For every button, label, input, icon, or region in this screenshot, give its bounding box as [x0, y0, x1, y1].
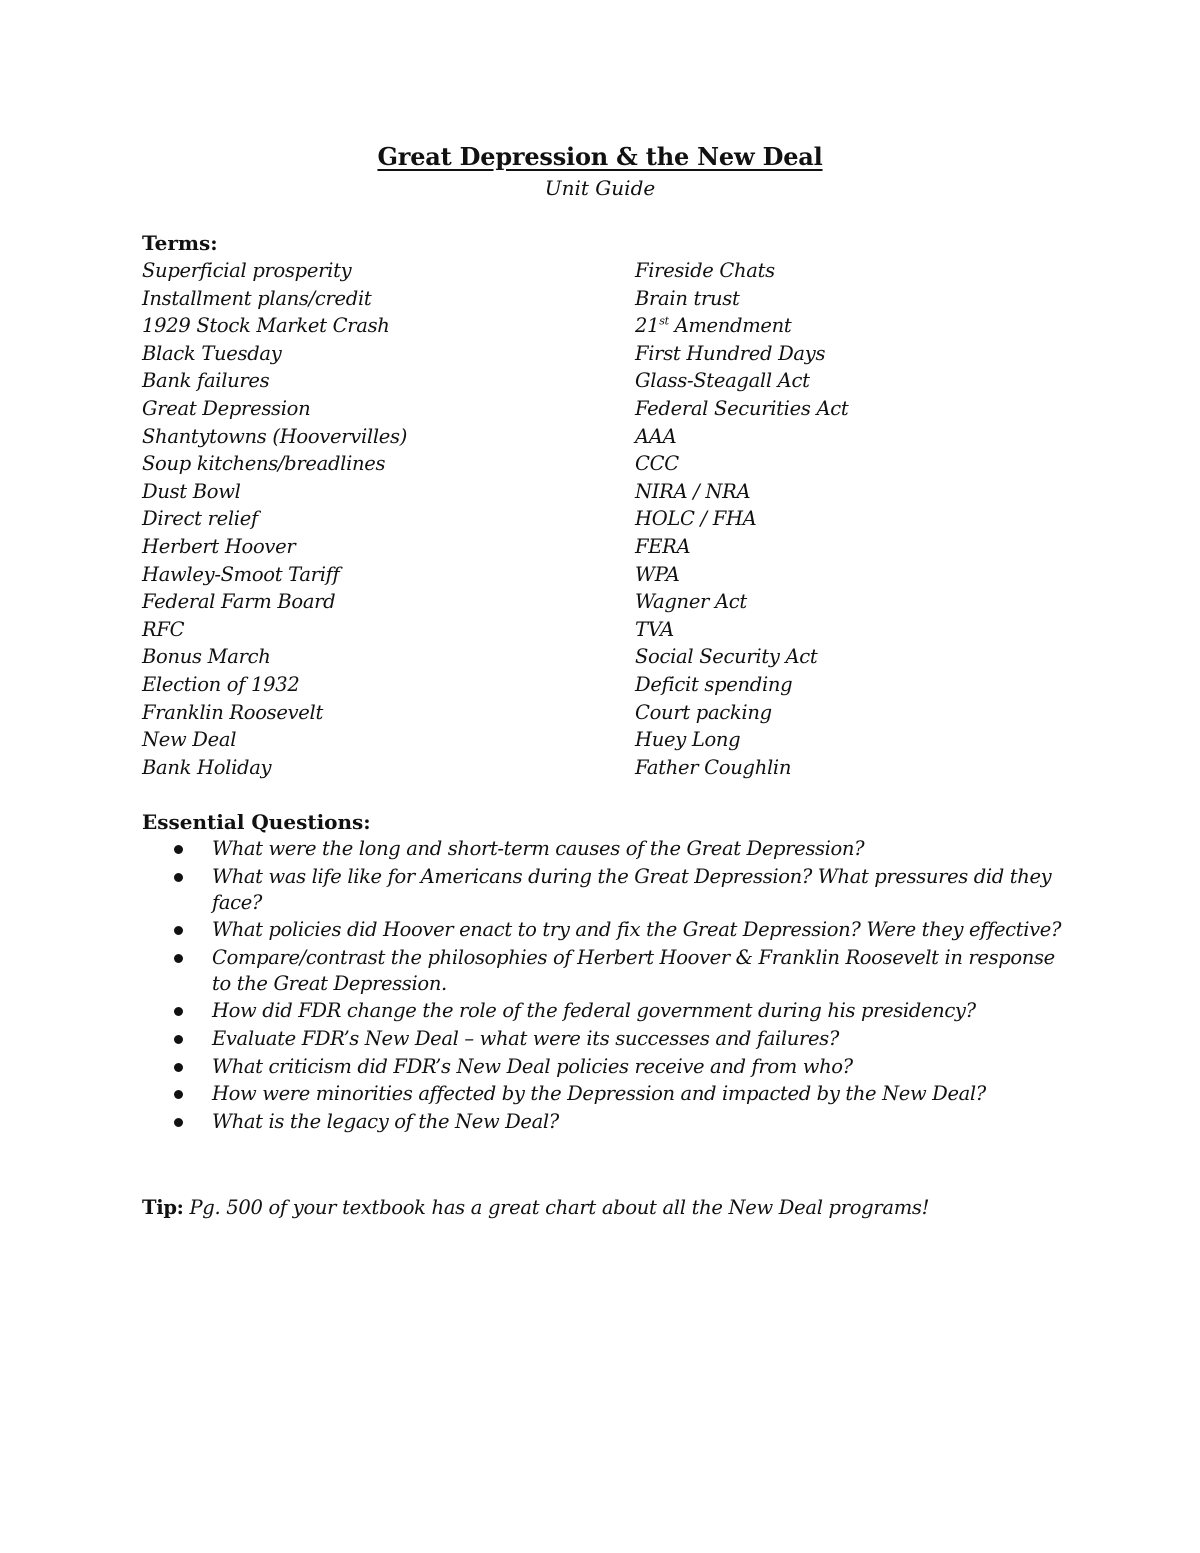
term-item: Bank Holiday	[142, 755, 272, 779]
question-text: What is the legacy of the New Deal?	[212, 1109, 559, 1133]
question-text: Evaluate FDR’s New Deal – what were its successes and failures?	[212, 1026, 839, 1050]
term-item: Election of 1932	[142, 672, 300, 696]
term-item: RFC	[142, 617, 185, 641]
bullet-icon	[174, 845, 183, 854]
term-item: Soup kitchens/breadlines	[142, 452, 386, 476]
term-item: AAA	[635, 424, 677, 448]
term-item-amendment	[635, 312, 1075, 340]
term-item: HOLC / FHA	[635, 507, 757, 531]
term-item: WPA	[635, 562, 680, 586]
amendment-number: 21	[635, 314, 660, 338]
term-item: Shantytowns (Hoovervilles)	[142, 424, 408, 448]
bullet-icon	[174, 1063, 183, 1072]
bullet-icon	[174, 1090, 183, 1099]
essential-questions-heading: Essential Questions:	[142, 810, 371, 834]
term-item: Deficit spending	[635, 672, 793, 696]
bullet-icon	[174, 1035, 183, 1044]
term-item: NIRA / NRA	[635, 479, 751, 503]
question-item	[142, 864, 1072, 916]
question-item	[142, 945, 1072, 997]
term-item: Hawley-Smoot Tariff	[142, 562, 340, 586]
term-item: Installment plans/credit	[142, 286, 372, 310]
tip-note	[142, 1195, 1092, 1221]
term-item: Bank failures	[142, 369, 270, 393]
terms-list-right	[635, 257, 1075, 781]
term-item: Federal Farm Board	[142, 590, 336, 614]
term-item: CCC	[635, 452, 679, 476]
amendment-word: Amendment	[668, 314, 792, 338]
term-item: Black Tuesday	[142, 341, 282, 365]
question-text: What policies did Hoover enact to try and fix the Great Depression? Were they effective?	[212, 918, 1062, 942]
term-item: Superficial prosperity	[142, 259, 352, 282]
term-item: Social Security Act	[635, 645, 818, 669]
term-item: Huey Long	[635, 728, 741, 752]
page-subtitle: Unit Guide	[544, 176, 656, 200]
bullet-icon	[174, 1007, 183, 1016]
question-item	[142, 1081, 1072, 1107]
question-item	[142, 917, 1072, 943]
bullet-icon	[174, 954, 183, 963]
term-item: 1929 Stock Market Crash	[142, 314, 390, 338]
question-text: What was life like for Americans during the Great Depression? What pressures did they face?	[212, 864, 1052, 914]
question-item	[142, 1026, 1072, 1052]
terms-heading: Terms:	[142, 231, 218, 255]
tip-text: Pg. 500 of your textbook has a great chart about all the New Deal programs!	[183, 1196, 930, 1219]
question-text: How did FDR change the role of the federal government during his presidency?	[212, 999, 976, 1023]
term-item: TVA	[635, 617, 674, 641]
bullet-icon	[174, 873, 183, 882]
term-item: First Hundred Days	[635, 341, 826, 365]
bullet-icon	[174, 926, 183, 935]
term-item: Direct relief	[142, 507, 258, 531]
essential-questions-list	[142, 836, 1072, 1136]
term-item: Wagner Act	[635, 590, 747, 614]
term-item: Great Depression	[142, 396, 311, 420]
term-item: Dust Bowl	[142, 479, 241, 503]
term-item: Federal Securities Act	[635, 396, 849, 420]
terms-list-left	[142, 257, 612, 781]
amendment-suffix: st	[659, 314, 669, 328]
term-item: Father Coughlin	[635, 755, 792, 779]
page-title: Great Depression & the New Deal	[377, 142, 823, 171]
term-item: Brain trust	[635, 286, 740, 310]
term-item: Franklin Roosevelt	[142, 700, 324, 724]
question-text: What criticism did FDR’s New Deal policies receive and from who?	[212, 1054, 853, 1078]
question-text: Compare/contrast the philosophies of Herbert Hoover & Franklin Roosevelt in response to the Great Depression.	[212, 945, 1055, 995]
question-item	[142, 1054, 1072, 1080]
term-item: Fireside Chats	[635, 259, 775, 282]
question-text: What were the long and short-term causes of the Great Depression?	[212, 837, 865, 860]
term-item: FERA	[635, 534, 691, 558]
question-item	[142, 998, 1072, 1024]
term-item: New Deal	[142, 728, 237, 752]
tip-label: Tip:	[142, 1196, 184, 1219]
term-item: Court packing	[635, 700, 772, 724]
term-item: Bonus March	[142, 645, 271, 669]
bullet-icon	[174, 1118, 183, 1127]
question-item	[142, 1109, 1072, 1135]
question-text: How were minorities affected by the Depression and impacted by the New Deal?	[212, 1082, 986, 1106]
term-item: Glass-Steagall Act	[635, 369, 810, 393]
term-item: Herbert Hoover	[142, 534, 296, 558]
question-item	[142, 836, 1072, 862]
